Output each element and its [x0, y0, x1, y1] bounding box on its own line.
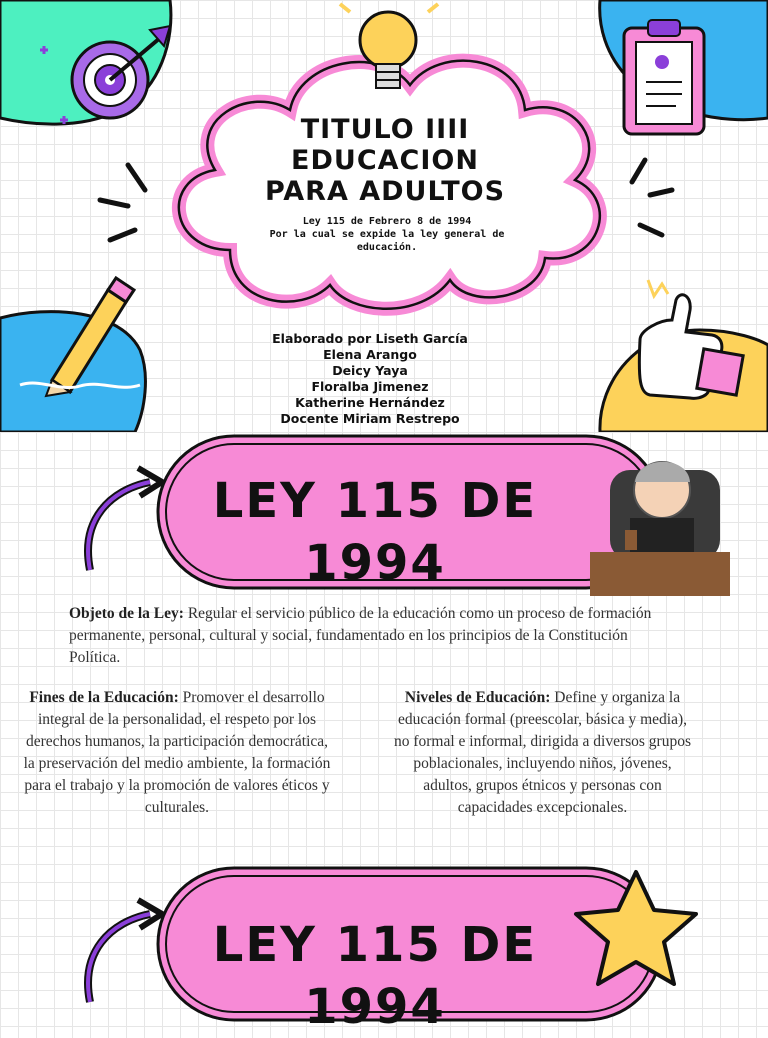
authors-list — [220, 331, 520, 427]
curved-arrow-icon — [88, 900, 162, 1002]
curved-arrow-icon — [88, 468, 162, 570]
objeto-label: Objeto de la Ley: — [69, 605, 184, 622]
author-line: Docente Miriam Restrepo — [280, 411, 460, 426]
author-line: Deicy Yaya — [332, 363, 408, 378]
author-line: Elena Arango — [323, 347, 417, 362]
banner-bottom-title: LEY 115 DE 1994 — [212, 917, 538, 1035]
niveles-paragraph — [390, 687, 695, 819]
niveles-text: Define y organiza la educación formal (preescolar, básica y media), no formal e informal, dirigida a diversos grupos poblacionales, incluyendo niños, jóvenes, adultos, grupos étnicos y personas con capacidades excepcionales. — [393, 689, 691, 816]
fines-label: Fines de la Educación: — [29, 689, 179, 706]
objeto-paragraph — [69, 603, 669, 669]
clipboard-icon — [624, 20, 704, 134]
banner-top-title: LEY 115 DE 1994 — [212, 473, 538, 591]
page-title: TITULO IIII EDUCACION PARA ADULTOS — [264, 114, 506, 207]
author-line: Katherine Hernández — [295, 395, 445, 410]
fines-text: Promover el desarrollo integral de la personalidad, el respeto por los derechos humanos, la participación democrática, la preservación del medio ambiente, la formación para el trabajo y la promoción de valores éticos y culturales. — [23, 689, 331, 816]
subtitle-line2: Por la cual se expide la ley general de educación. — [269, 229, 505, 253]
author-line: Elaborado por Liseth García — [272, 331, 468, 346]
subtitle-line1: Ley 115 de Febrero 8 de 1994 — [302, 216, 472, 227]
subtitle — [262, 215, 512, 254]
objeto-text: Regular el servicio público de la educación como un proceso de formación permanente, personal, cultural y social, fundamentado en los principios de la Constitución Política. — [69, 605, 652, 666]
author-line: Floralba Jimenez — [311, 379, 429, 394]
niveles-label: Niveles de Educación: — [404, 689, 551, 706]
fines-paragraph — [22, 687, 332, 819]
